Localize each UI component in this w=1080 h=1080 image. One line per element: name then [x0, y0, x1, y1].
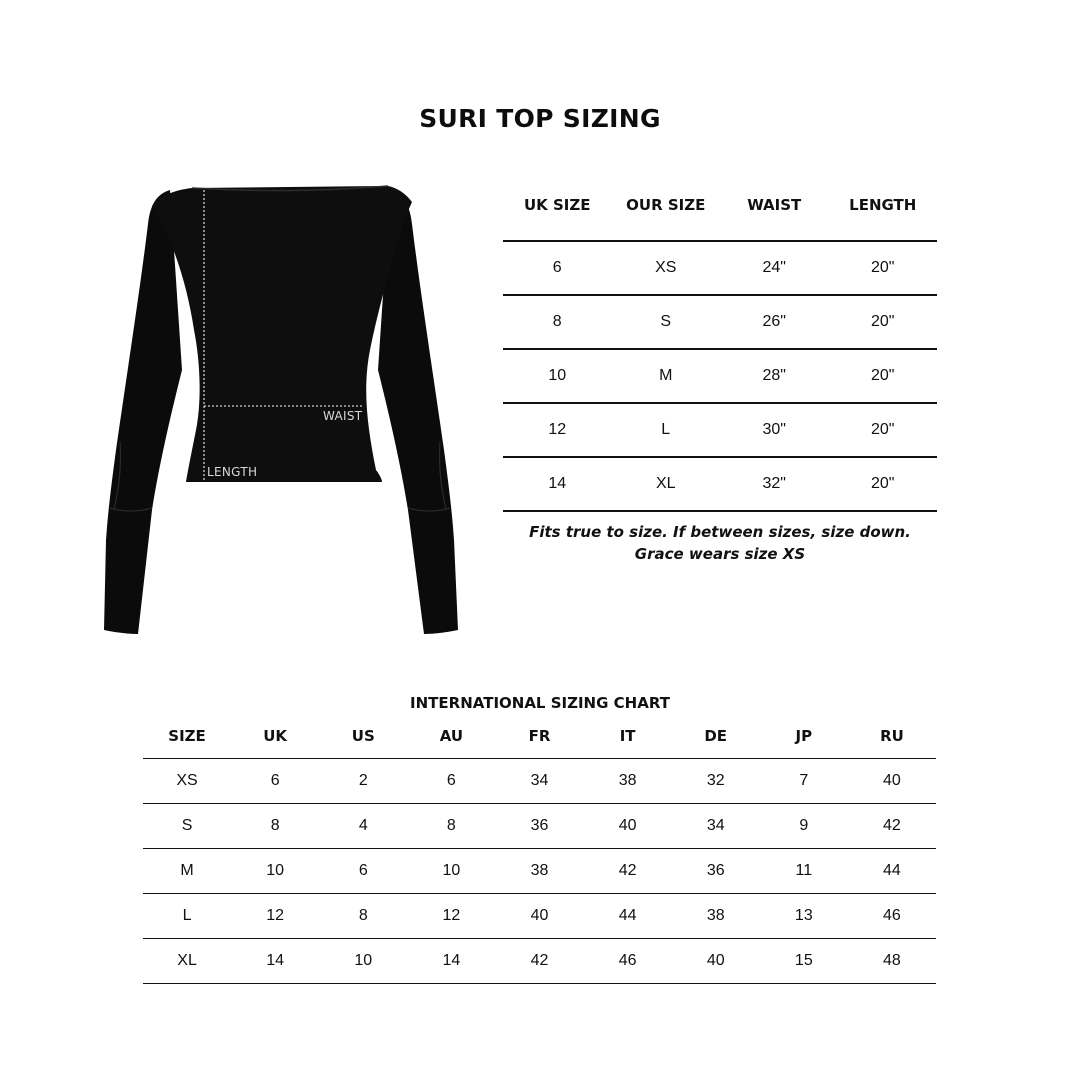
- cell-uk-size: 12: [503, 403, 612, 457]
- cell-fr: 42: [495, 939, 583, 984]
- table-row: [503, 403, 937, 457]
- header-au: AU: [407, 726, 495, 759]
- header-fr: FR: [495, 726, 583, 759]
- cell-size: XS: [143, 759, 231, 804]
- cell-jp: 13: [760, 894, 848, 939]
- header-it: IT: [584, 726, 672, 759]
- header-our-size: OUR SIZE: [612, 196, 721, 241]
- cell-au: 8: [407, 804, 495, 849]
- cell-us: 8: [319, 894, 407, 939]
- cell-us: 4: [319, 804, 407, 849]
- cell-uk: 6: [231, 759, 319, 804]
- cell-jp: 9: [760, 804, 848, 849]
- cell-length: 20": [829, 349, 938, 403]
- cell-de: 38: [672, 894, 760, 939]
- cell-our-size: M: [612, 349, 721, 403]
- header-size: SIZE: [143, 726, 231, 759]
- cell-ru: 44: [848, 849, 936, 894]
- garment-illustration: [100, 180, 464, 640]
- cell-it: 44: [584, 894, 672, 939]
- cell-fr: 38: [495, 849, 583, 894]
- cell-our-size: XL: [612, 457, 721, 511]
- cell-it: 42: [584, 849, 672, 894]
- table-row: [143, 849, 936, 894]
- header-jp: JP: [760, 726, 848, 759]
- cell-waist: 32": [720, 457, 829, 511]
- table-row: [503, 349, 937, 403]
- cell-fr: 36: [495, 804, 583, 849]
- cell-jp: 7: [760, 759, 848, 804]
- fit-note-line-1: Fits true to size. If between sizes, size down.: [529, 523, 911, 541]
- cell-it: 46: [584, 939, 672, 984]
- cell-length: 20": [829, 295, 938, 349]
- cell-fr: 40: [495, 894, 583, 939]
- cell-size: XL: [143, 939, 231, 984]
- cell-us: 6: [319, 849, 407, 894]
- cell-waist: 30": [720, 403, 829, 457]
- header-de: DE: [672, 726, 760, 759]
- cell-uk-size: 10: [503, 349, 612, 403]
- fit-note-line-2: Grace wears size XS: [634, 545, 806, 563]
- table-row: [143, 939, 936, 984]
- cell-our-size: XS: [612, 241, 721, 295]
- cell-uk: 14: [231, 939, 319, 984]
- cell-uk-size: 6: [503, 241, 612, 295]
- cell-jp: 11: [760, 849, 848, 894]
- cell-au: 14: [407, 939, 495, 984]
- cell-length: 20": [829, 403, 938, 457]
- header-waist: WAIST: [720, 196, 829, 241]
- international-sizing-table: [143, 726, 936, 984]
- cell-jp: 15: [760, 939, 848, 984]
- cell-uk: 8: [231, 804, 319, 849]
- length-label: LENGTH: [207, 465, 258, 479]
- cell-it: 40: [584, 804, 672, 849]
- cell-waist: 26": [720, 295, 829, 349]
- cell-de: 40: [672, 939, 760, 984]
- table-row: [143, 804, 936, 849]
- size-table-header: [503, 196, 937, 241]
- long-sleeve-top-image: [100, 180, 464, 640]
- cell-fr: 34: [495, 759, 583, 804]
- header-us: US: [319, 726, 407, 759]
- cell-our-size: L: [612, 403, 721, 457]
- waist-label: WAIST: [323, 409, 363, 423]
- size-table: [503, 196, 937, 512]
- cell-de: 36: [672, 849, 760, 894]
- table-row: [503, 295, 937, 349]
- table-row: [503, 241, 937, 295]
- cell-uk-size: 14: [503, 457, 612, 511]
- cell-ru: 42: [848, 804, 936, 849]
- table-row: [143, 759, 936, 804]
- header-uk: UK: [231, 726, 319, 759]
- cell-ru: 46: [848, 894, 936, 939]
- cell-us: 10: [319, 939, 407, 984]
- cell-us: 2: [319, 759, 407, 804]
- cell-size: L: [143, 894, 231, 939]
- cell-au: 12: [407, 894, 495, 939]
- header-uk-size: UK SIZE: [503, 196, 612, 241]
- cell-de: 34: [672, 804, 760, 849]
- cell-our-size: S: [612, 295, 721, 349]
- cell-size: S: [143, 804, 231, 849]
- cell-ru: 40: [848, 759, 936, 804]
- cell-de: 32: [672, 759, 760, 804]
- cell-waist: 24": [720, 241, 829, 295]
- cell-uk-size: 8: [503, 295, 612, 349]
- international-chart-title: INTERNATIONAL SIZING CHART: [410, 694, 670, 712]
- cell-au: 10: [407, 849, 495, 894]
- cell-it: 38: [584, 759, 672, 804]
- cell-uk: 12: [231, 894, 319, 939]
- fit-note: [503, 521, 937, 565]
- table-row: [503, 457, 937, 511]
- cell-waist: 28": [720, 349, 829, 403]
- cell-ru: 48: [848, 939, 936, 984]
- cell-size: M: [143, 849, 231, 894]
- cell-au: 6: [407, 759, 495, 804]
- table-row: [143, 894, 936, 939]
- header-ru: RU: [848, 726, 936, 759]
- header-length: LENGTH: [829, 196, 938, 241]
- cell-length: 20": [829, 457, 938, 511]
- page-title: SURI TOP SIZING: [419, 104, 661, 133]
- cell-length: 20": [829, 241, 938, 295]
- intl-table-header: [143, 726, 936, 759]
- cell-uk: 10: [231, 849, 319, 894]
